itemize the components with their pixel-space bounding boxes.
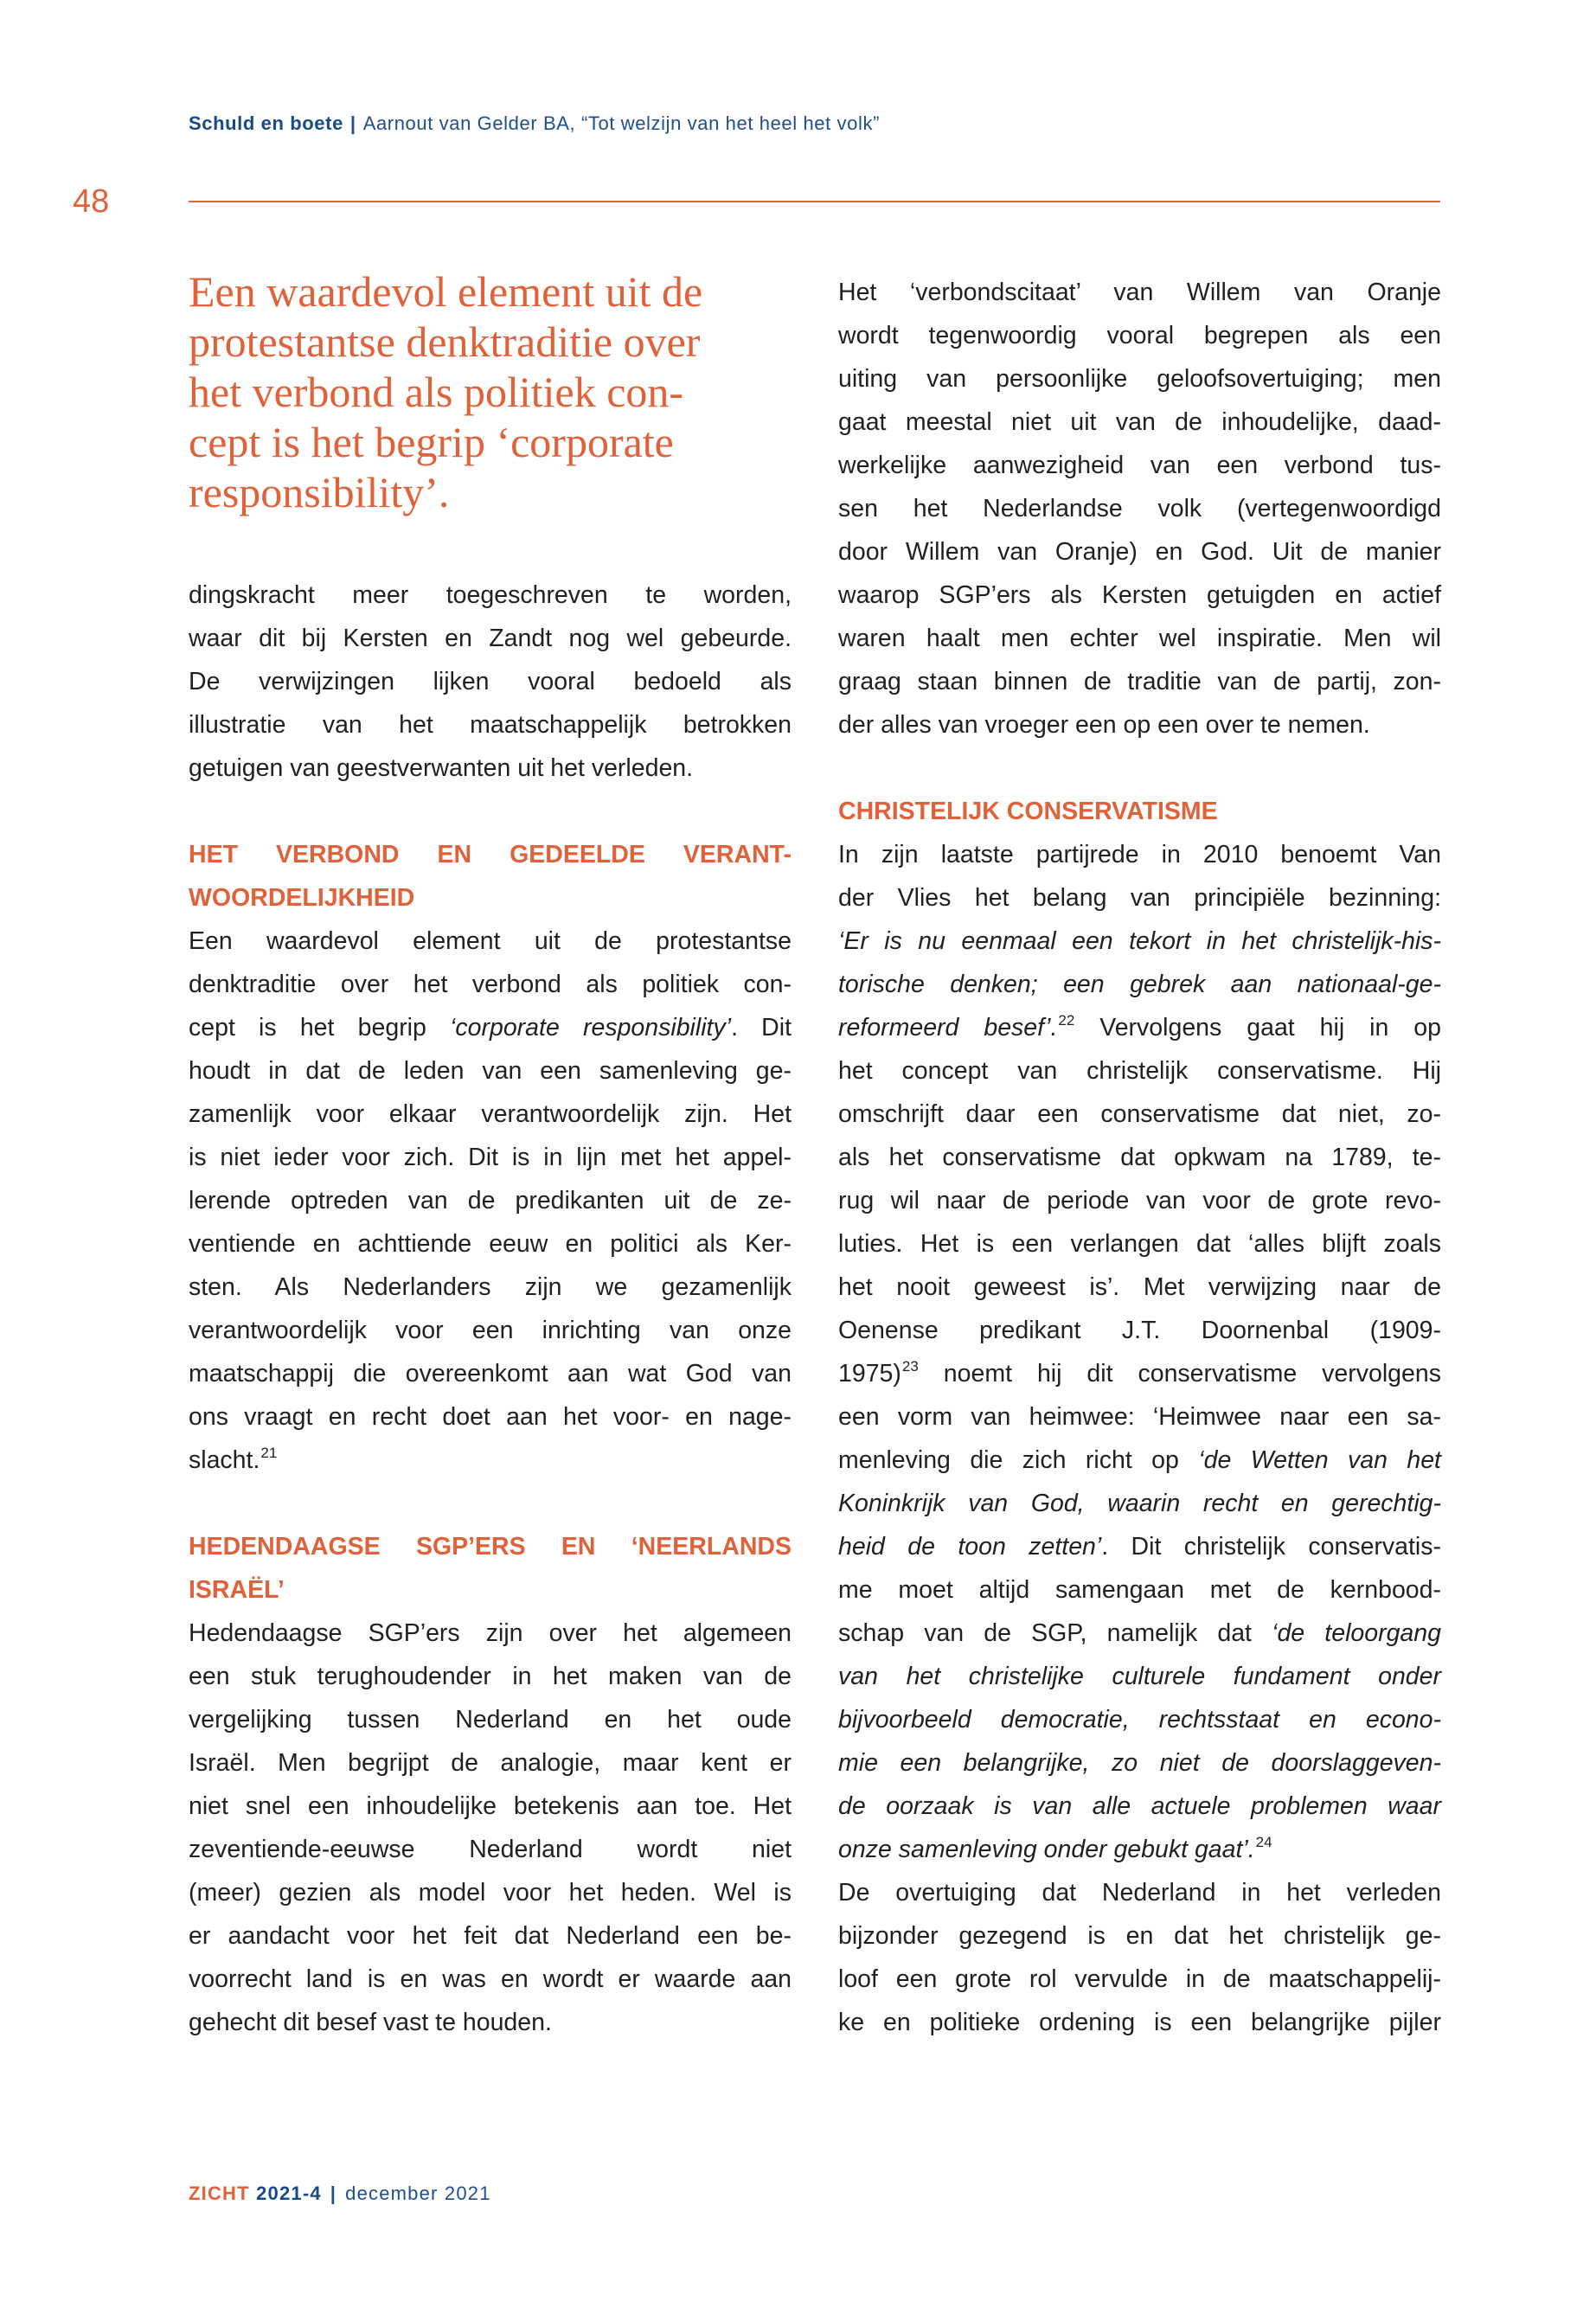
paragraph: [189, 574, 792, 790]
italic-quote: onze samenleving onder gebukt gaat’.: [838, 1836, 1255, 1863]
italic-quote: ‘de Wetten van het: [1198, 1446, 1441, 1474]
text-line: ventiende en achttiende eeuw en politici als Ker-: [189, 1230, 792, 1258]
text-line: sten. Als Nederlanders zijn we gezamenlijk: [189, 1273, 792, 1301]
paragraph: [189, 920, 792, 1482]
section-title: Schuld en boete: [189, 112, 343, 134]
text-line: er aandacht voor het feit dat Nederland een be-: [189, 1922, 792, 1950]
page-number: 48: [73, 183, 110, 220]
text-line: [838, 1006, 1441, 1049]
text-line: bijzonder gezegend is en dat het christelijk ge-: [838, 1922, 1441, 1950]
left-column-body: [189, 574, 792, 2044]
text-line: [838, 1439, 1441, 1482]
spacer: [189, 1482, 792, 1525]
text-line: omschrijft daar een conservatisme dat niet, zo-: [838, 1100, 1441, 1128]
pull-quote-line: protestantse denktraditie over: [189, 317, 701, 366]
text-line: [838, 1785, 1441, 1828]
section-heading: [838, 790, 1441, 833]
text-line: getuigen van geestverwanten uit het verleden.: [189, 754, 694, 782]
text-line: niet snel een inhoudelijke betekenis aan toe. Het: [189, 1792, 792, 1820]
text-line: gaat meestal niet uit van de inhoudelijke, daad-: [838, 408, 1441, 436]
italic-quote: bijvoorbeeld democratie, rechtsstaat en econo-: [838, 1706, 1441, 1734]
italic-quote: ‘corporate responsibility’: [450, 1014, 732, 1042]
text-run: cept is het begrip: [189, 1014, 451, 1042]
magazine-name: ZICHT: [189, 2182, 250, 2204]
text-line: In zijn laatste partijrede in 2010 benoemt Van: [838, 841, 1441, 868]
paragraph: [189, 1612, 792, 2044]
text-line: uiting van persoonlijke geloofsovertuiging; men: [838, 365, 1441, 393]
pull-quote-line: responsibility’.: [189, 468, 450, 516]
text-line: CHRISTELIJK CONSERVATISME: [838, 798, 1218, 825]
text-line: denktraditie over het verbond als politiek con-: [189, 971, 792, 998]
footnote-ref: 23: [901, 1358, 919, 1375]
pull-quote-line: Een waardevol element uit de: [189, 267, 703, 316]
text-line: loof een grote rol vervulde in de maatschappelij-: [838, 1965, 1441, 1993]
text-run: slacht.: [189, 1446, 260, 1474]
text-line: een stuk terughoudender in het maken van de: [189, 1663, 792, 1690]
pull-quote: [189, 266, 792, 526]
italic-quote: heid de toon zetten’: [838, 1533, 1102, 1561]
text-line: zeventiende-eeuwse Nederland wordt niet: [189, 1836, 792, 1863]
text-line: [838, 1612, 1441, 1655]
text-line: gehecht dit besef vast te houden.: [189, 2009, 552, 2036]
text-line: verantwoordelijk voor een inrichting van onze: [189, 1317, 792, 1344]
text-run: . Dit: [731, 1014, 792, 1042]
italic-quote: de oorzaak is van alle actuele problemen waar: [838, 1792, 1441, 1820]
italic-quote: ‘de teloorgang: [1272, 1619, 1441, 1647]
text-line: waarop SGP’ers als Kersten getuigden en actief: [838, 581, 1441, 609]
text-line: [838, 1525, 1441, 1568]
text-line: [838, 963, 1441, 1006]
italic-quote: ‘Er is nu eenmaal een tekort in het christelijk-his-: [838, 927, 1441, 955]
text-line: luties. Het is een verlangen dat ‘alles blijft zoals: [838, 1230, 1441, 1258]
section-heading: [189, 833, 792, 920]
text-line: ISRAËL’: [189, 1576, 285, 1604]
text-line: (meer) gezien als model voor het heden. Wel is: [189, 1879, 792, 1907]
text-line: waren haalt men echter wel inspiratie. Men wil: [838, 625, 1441, 652]
text-line: een vorm van heimwee: ‘Heimwee naar een sa-: [838, 1403, 1441, 1431]
text-line: Hedendaagse SGP’ers zijn over het algemeen: [189, 1619, 792, 1647]
text-line: het concept van christelijk conservatisme. Hij: [838, 1057, 1441, 1085]
text-line: is niet ieder voor zich. Dit is in lijn met het appel-: [189, 1144, 792, 1171]
text-line: houdt in dat de leden van een samenleving ge-: [189, 1057, 792, 1085]
italic-quote: van het christelijke culturele fundament onder: [838, 1663, 1441, 1690]
text-line: vergelijking tussen Nederland en het oude: [189, 1706, 792, 1734]
italic-quote: Koninkrijk van God, waarin recht en gerechtig-: [838, 1490, 1441, 1517]
spacer: [189, 790, 792, 833]
text-line: Oenense predikant J.T. Doornenbal (1909-: [838, 1317, 1441, 1344]
italic-quote: torische denken; een gebrek aan nationaal-ge-: [838, 971, 1441, 998]
footnote-ref: 22: [1058, 1012, 1075, 1029]
text-line: graag staan binnen de traditie van de partij, zon-: [838, 668, 1441, 695]
italic-quote: reformeerd besef’.: [838, 1014, 1058, 1042]
text-run: noemt hij dit conservatisme vervolgens: [918, 1360, 1441, 1388]
footnote-ref: 24: [1255, 1834, 1272, 1850]
text-line: het nooit geweest is’. Met verwijzing naar de: [838, 1273, 1441, 1301]
text-line: ons vraagt en recht doet aan het voor- en nage-: [189, 1403, 792, 1431]
issue-number: 2021-4: [256, 2182, 322, 2204]
text-run: 1975): [838, 1360, 901, 1388]
text-line: illustratie van het maatschappelijk betrokken: [189, 711, 792, 739]
text-line: [838, 920, 1441, 963]
footnote-ref: 21: [260, 1445, 278, 1461]
text-run: . Dit christelijk conservatis-: [1101, 1533, 1442, 1561]
text-line: voorrecht land is en was en wordt er waarde aan: [189, 1965, 792, 1993]
header-rule: [189, 201, 1440, 202]
right-column: [838, 271, 1441, 2044]
text-line: [838, 1828, 1441, 1871]
text-line: [838, 1741, 1441, 1785]
text-line: door Willem van Oranje) en God. Uit de manier: [838, 538, 1441, 566]
text-line: [838, 1482, 1441, 1525]
paragraph: [838, 1871, 1441, 2044]
text-line: lerende optreden van de predikanten uit de ze-: [189, 1187, 792, 1215]
pull-quote-line: cept is het begrip ‘corporate: [189, 418, 674, 466]
section-heading: [189, 1525, 792, 1612]
paragraph: [838, 271, 1441, 747]
running-header: [189, 112, 880, 135]
text-line: Israël. Men begrijpt de analogie, maar kent er: [189, 1749, 792, 1777]
text-line: zamenlijk voor elkaar verantwoordelijk zijn. Het: [189, 1100, 792, 1128]
text-run: menleving die zich richt op: [838, 1446, 1199, 1474]
left-column: [189, 266, 792, 2044]
text-line: rug wil naar de periode van voor de grote revo-: [838, 1187, 1441, 1215]
text-line: werkelijke aanwezigheid van een verbond tus-: [838, 452, 1441, 479]
text-line: me moet altijd samengaan met de kernbood-: [838, 1576, 1441, 1604]
text-line: der Vlies het belang van principiële bezinning:: [838, 884, 1441, 912]
text-line: waar dit bij Kersten en Zandt nog wel gebeurde.: [189, 625, 792, 652]
text-line: De overtuiging dat Nederland in het verleden: [838, 1879, 1441, 1907]
header-separator: |: [349, 112, 356, 134]
footer: [189, 2182, 491, 2205]
text-line: ke en politieke ordening is een belangrijke pijler: [838, 2009, 1441, 2036]
text-line: Het ‘verbondscitaat’ van Willem van Oranje: [838, 279, 1441, 306]
text-line: [838, 1698, 1441, 1741]
issue-date: december 2021: [345, 2182, 491, 2204]
text-run: schap van de SGP, namelijk dat: [838, 1619, 1272, 1647]
text-line: Een waardevol element uit de protestantse: [189, 927, 792, 955]
text-line: De verwijzingen lijken vooral bedoeld als: [189, 668, 792, 695]
article-title: Aarnout van Gelder BA, “Tot welzijn van het heel het volk”: [362, 112, 881, 134]
italic-quote: mie een belangrijke, zo niet de doorslaggeven-: [838, 1749, 1441, 1777]
text-line: [189, 1006, 792, 1049]
text-line: HET VERBOND EN GEDEELDE VERANT-: [189, 841, 792, 868]
text-run: Vervolgens gaat hij in op: [1074, 1014, 1441, 1042]
text-line: [838, 1655, 1441, 1698]
footer-separator: |: [330, 2182, 337, 2204]
text-line: sen het Nederlandse volk (vertegenwoordigd: [838, 495, 1441, 522]
spacer: [838, 747, 1441, 790]
text-line: der alles van vroeger een op een over te nemen.: [838, 711, 1370, 739]
pull-quote-line: het verbond als politiek con-: [189, 368, 684, 416]
text-line: WOORDELIJKHEID: [189, 884, 415, 912]
paragraph: [838, 833, 1441, 1871]
text-line: maatschappij die overeenkomt aan wat God van: [189, 1360, 792, 1388]
text-line: [189, 1439, 792, 1482]
text-line: als het conservatisme dat opkwam na 1789, te-: [838, 1144, 1441, 1171]
text-line: HEDENDAAGSE SGP’ERS EN ‘NEERLANDS: [189, 1533, 792, 1561]
text-line: dingskracht meer toegeschreven te worden,: [189, 581, 792, 609]
text-line: wordt tegenwoordig vooral begrepen als een: [838, 322, 1441, 349]
text-line: [838, 1352, 1441, 1395]
